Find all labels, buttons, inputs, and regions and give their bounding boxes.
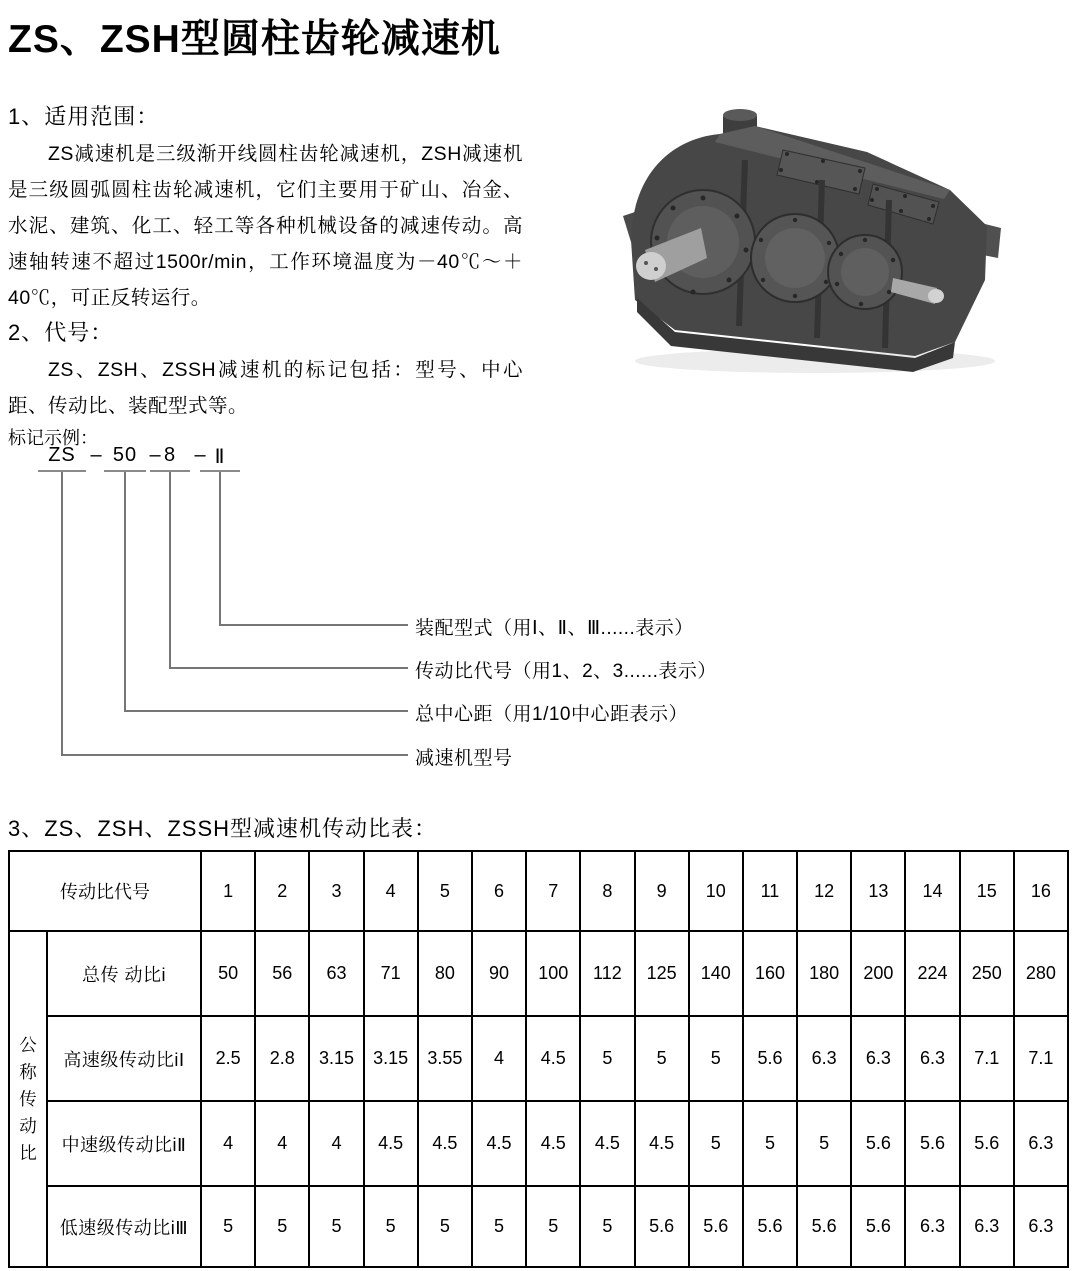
table-cell: 6.3 xyxy=(905,1186,959,1267)
table-cell: 7.1 xyxy=(1014,1016,1068,1101)
table-cell: 4.5 xyxy=(580,1101,634,1186)
row-label: 中速级传动比iⅡ xyxy=(47,1101,201,1186)
marking-dash: – xyxy=(194,444,206,466)
table-cell: 5 xyxy=(201,1186,255,1267)
table-cell: 8 xyxy=(580,851,634,931)
marking-token-center: 50 xyxy=(104,444,146,472)
table-cell: 11 xyxy=(743,851,797,931)
table-cell: 63 xyxy=(309,931,363,1016)
table-cell: 5 xyxy=(689,1101,743,1186)
table-cell: 6.3 xyxy=(960,1186,1014,1267)
row-label: 低速级传动比iⅢ xyxy=(47,1186,201,1267)
table-cell: 100 xyxy=(526,931,580,1016)
row-label: 总传 动比i xyxy=(47,931,201,1016)
table-cell: 4 xyxy=(201,1101,255,1186)
table-cell: 5 xyxy=(689,1016,743,1101)
table-cell: 5 xyxy=(418,851,472,931)
callout-model: 减速机型号 xyxy=(415,748,513,769)
table-cell: 10 xyxy=(689,851,743,931)
table-cell: 13 xyxy=(851,851,905,931)
section2-body: ZS、ZSH、ZSSH减速机的标记包括：型号、中心距、传动比、装配型式等。 xyxy=(8,359,523,417)
section2-heading: 2、代号： xyxy=(8,320,114,345)
table-cell: 5 xyxy=(418,1186,472,1267)
table-cell: 4.5 xyxy=(526,1101,580,1186)
table-cell: 3.55 xyxy=(418,1016,472,1101)
table-cell: 4.5 xyxy=(364,1101,418,1186)
table-cell: 90 xyxy=(472,931,526,1016)
table-cell: 5 xyxy=(580,1186,634,1267)
table-cell: 125 xyxy=(635,931,689,1016)
table-cell: 7 xyxy=(526,851,580,931)
table-cell: 5 xyxy=(255,1186,309,1267)
table-cell: 14 xyxy=(905,851,959,931)
table-cell: 6.3 xyxy=(1014,1186,1068,1267)
page-title: ZS、ZSH型圆柱齿轮减速机 xyxy=(8,18,501,61)
callout-assembly-type: 装配型式（用Ⅰ、Ⅱ、Ⅲ......表示） xyxy=(415,618,694,639)
marking-token-assembly: Ⅱ xyxy=(200,444,240,472)
table-cell: 9 xyxy=(635,851,689,931)
marking-dash: – xyxy=(90,444,102,466)
table-cell: 56 xyxy=(255,931,309,1016)
table-cell: 4 xyxy=(472,1016,526,1101)
section1-heading: 1、适用范围： xyxy=(8,104,160,129)
table-cell: 6 xyxy=(472,851,526,931)
row-label: 高速级传动比iⅠ xyxy=(47,1016,201,1101)
table-cell: 2.5 xyxy=(201,1016,255,1101)
table-cell: 2.8 xyxy=(255,1016,309,1101)
ratio-table xyxy=(8,850,1069,1268)
table-cell: 50 xyxy=(201,931,255,1016)
table-row-mid-speed xyxy=(9,1101,1068,1186)
table-row-low-speed xyxy=(9,1186,1068,1267)
table-cell: 5 xyxy=(309,1186,363,1267)
table-cell: 6.3 xyxy=(1014,1101,1068,1186)
table-cell: 5 xyxy=(797,1101,851,1186)
table-cell: 5 xyxy=(635,1016,689,1101)
table-cell: 12 xyxy=(797,851,851,931)
table-cell: 5.6 xyxy=(960,1101,1014,1186)
table-row-codes xyxy=(9,851,1068,931)
group-label-cell xyxy=(9,931,47,1267)
table-cell: 5.6 xyxy=(689,1186,743,1267)
table-cell: 3 xyxy=(309,851,363,931)
table-cell: 16 xyxy=(1014,851,1068,931)
table-cell: 180 xyxy=(797,931,851,1016)
callout-center-dist: 总中心距（用1/10中心距表示） xyxy=(415,704,688,725)
table-cell: 5.6 xyxy=(851,1101,905,1186)
table-cell: 5.6 xyxy=(905,1101,959,1186)
table-cell: 5.6 xyxy=(797,1186,851,1267)
marking-token-ratio: 8 xyxy=(150,444,190,472)
group-label: 公称传动比 xyxy=(19,1034,37,1163)
table-cell: 112 xyxy=(580,931,634,1016)
marking-token-model: ZS xyxy=(38,444,86,472)
table-cell: 2 xyxy=(255,851,309,931)
table-row-total-ratio xyxy=(9,931,1068,1016)
table-cell: 7.1 xyxy=(960,1016,1014,1101)
table-cell: 3.15 xyxy=(364,1016,418,1101)
gear-reducer-photo xyxy=(615,98,1015,386)
table-cell: 5 xyxy=(472,1186,526,1267)
callout-ratio-code: 传动比代号（用1、2、3......表示） xyxy=(415,661,717,682)
table-row-high-speed xyxy=(9,1016,1068,1101)
table-cell: 5.6 xyxy=(743,1016,797,1101)
table-cell: 4.5 xyxy=(635,1101,689,1186)
table-cell: 160 xyxy=(743,931,797,1016)
table-cell: 200 xyxy=(851,931,905,1016)
table-cell: 6.3 xyxy=(797,1016,851,1101)
table-cell: 3.15 xyxy=(309,1016,363,1101)
table-cell: 6.3 xyxy=(851,1016,905,1101)
table-cell: 4 xyxy=(364,851,418,931)
table-cell: 5.6 xyxy=(743,1186,797,1267)
table-cell: 250 xyxy=(960,931,1014,1016)
table-cell: 224 xyxy=(905,931,959,1016)
table-cell: 1 xyxy=(201,851,255,931)
table-cell: 4.5 xyxy=(418,1101,472,1186)
table-cell: 5 xyxy=(526,1186,580,1267)
table-cell: 5.6 xyxy=(635,1186,689,1267)
table-header-label: 传动比代号 xyxy=(9,851,201,931)
table-cell: 6.3 xyxy=(905,1016,959,1101)
table-cell: 280 xyxy=(1014,931,1068,1016)
marking-example-label: 标记示例： xyxy=(8,428,98,448)
table-cell: 5 xyxy=(743,1101,797,1186)
table-cell: 80 xyxy=(418,931,472,1016)
table-cell: 71 xyxy=(364,931,418,1016)
table-cell: 5.6 xyxy=(851,1186,905,1267)
section1-body: ZS减速机是三级渐开线圆柱齿轮减速机，ZSH减速机是三级圆弧圆柱齿轮减速机，它们主要用于矿山、冶金、水泥、建筑、化工、轻工等各种机械设备的减速传动。高速轴转速不超过1500r/min，工作环境温度为－40℃～＋40℃，可正反转运行。 xyxy=(8,143,523,309)
table-cell: 4 xyxy=(309,1101,363,1186)
table-cell: 4.5 xyxy=(526,1016,580,1101)
table-cell: 5 xyxy=(364,1186,418,1267)
table-cell: 4.5 xyxy=(472,1101,526,1186)
table-cell: 140 xyxy=(689,931,743,1016)
marking-dash: – xyxy=(149,444,161,466)
section3-heading: 3、ZS、ZSH、ZSSH型减速机传动比表： xyxy=(8,816,438,841)
table-cell: 15 xyxy=(960,851,1014,931)
table-cell: 4 xyxy=(255,1101,309,1186)
table-cell: 5 xyxy=(580,1016,634,1101)
